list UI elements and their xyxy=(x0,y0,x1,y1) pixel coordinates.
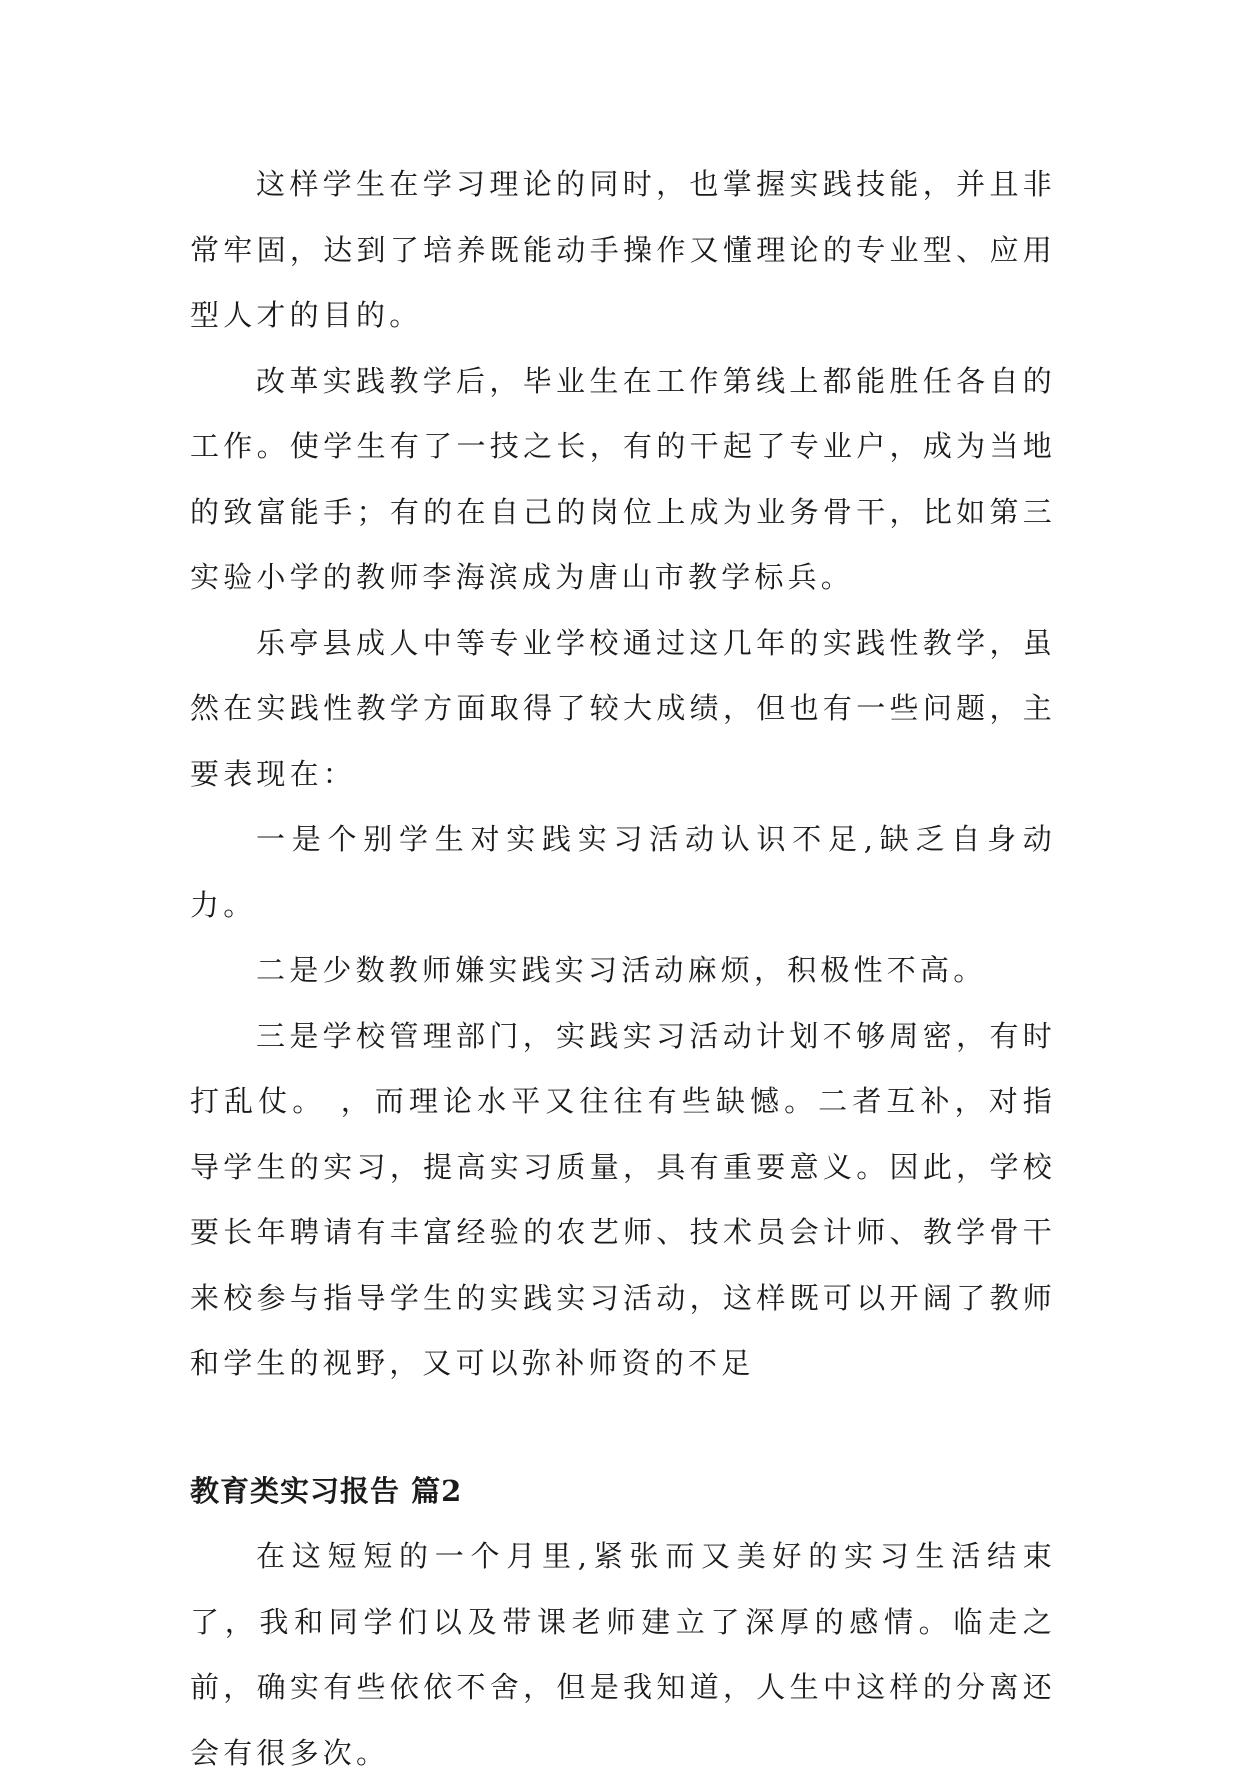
document-body xyxy=(190,152,1056,1786)
paragraph: 一是个别学生对实践实习活动认识不足,缺乏自身动力。 xyxy=(190,822,1056,922)
paragraph: 三是学校管理部门，实践实习活动计划不够周密，有时打乱仗。 ，而理论水平又往往有些缺憾。二者互补，对指导学生的实习，提高实习质量，具有重要意义。因此，学校要长年聘请有丰富经验的农艺师、技术员会计师、教学骨干来校参与指导学生的实践实习活动，这样既可以开阔了教师和学生的视野，又可以弥补师资的不足 xyxy=(190,1018,1056,1380)
paragraph: 乐亭县成人中等专业学校通过这几年的实践性教学，虽然在实践性教学方面取得了较大成绩，但也有一些问题，主要表现在： xyxy=(190,625,1056,791)
paragraph: 二是少数教师嫌实践实习活动麻烦，积极性不高。 xyxy=(256,953,987,987)
section-heading: 教育类实习报告 篇2 xyxy=(190,1473,463,1508)
paragraph: 改革实践教学后，毕业生在工作第线上都能胜任各自的工作。使学生有了一技之长，有的干起了专业户，成为当地的致富能手；有的在自己的岗位上成为业务骨干，比如第三实验小学的教师李海滨成为唐山市教学标兵。 xyxy=(190,363,1056,594)
paragraph: 在这短短的一个月里,紧张而又美好的实习生活结束了，我和同学们以及带课老师建立了深厚的感情。临走之前，确实有些依依不舍，但是我知道，人生中这样的分离还会有很多次。 xyxy=(190,1539,1056,1770)
paragraph: 这样学生在学习理论的同时，也掌握实践技能，并且非常牢固，达到了培养既能动手操作又懂理论的专业型、应用型人才的目的。 xyxy=(190,167,1056,332)
